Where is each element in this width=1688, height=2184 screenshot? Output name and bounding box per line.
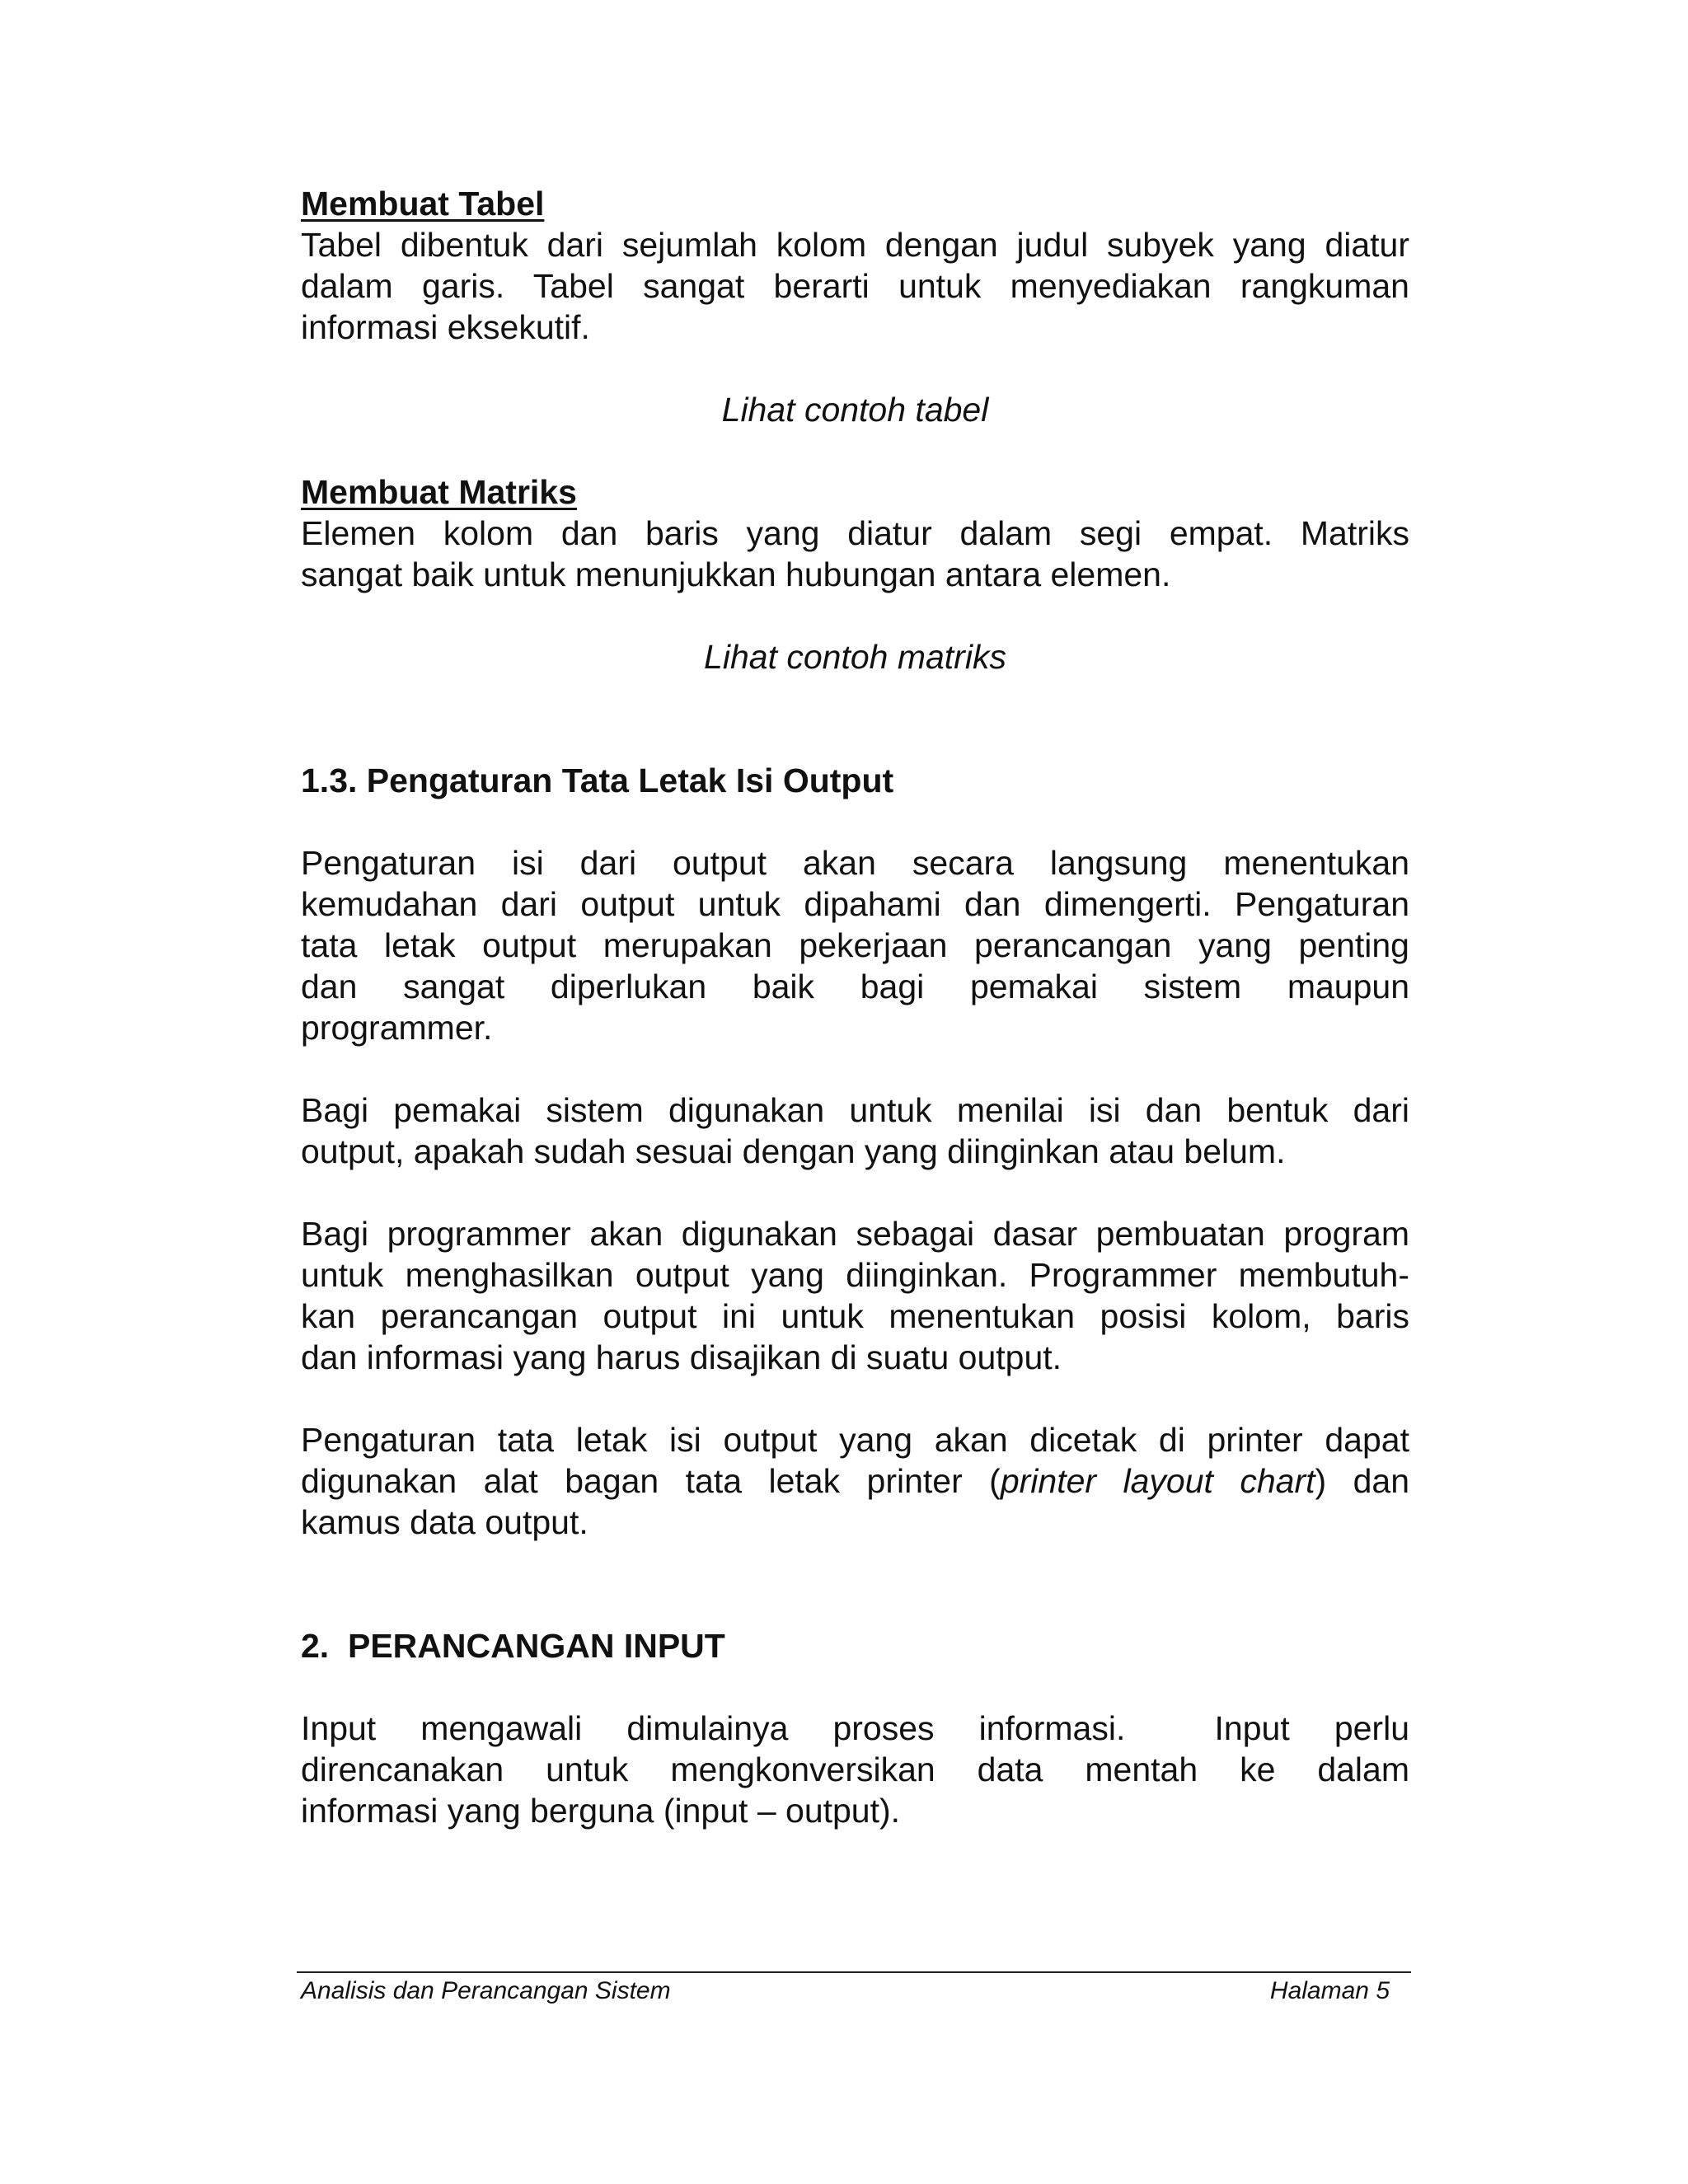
- heading-membuat-matriks: Membuat Matriks: [301, 473, 577, 511]
- text-line: untuk menghasilkan output yang diinginkan. Programmer membutuh-: [301, 1256, 1409, 1294]
- text-line: dalam garis. Tabel sangat berarti untuk menyediakan rangkuman: [301, 267, 1409, 305]
- paragraph-tata-letak-1: [301, 842, 1409, 1048]
- heading-section-2: 2. PERANCANGAN INPUT: [301, 1627, 725, 1665]
- text-line: Input mengawali dimulainya proses informasi. Input perlu: [301, 1709, 1409, 1747]
- footer-divider: [297, 1971, 1411, 1973]
- italic-term: printer layout chart: [1000, 1462, 1315, 1500]
- text-line: kan perancangan output ini untuk menentukan posisi kolom, baris: [301, 1297, 1409, 1335]
- heading-section-1-3: 1.3. Pengaturan Tata Letak Isi Output: [301, 762, 894, 799]
- paragraph-input: [301, 1708, 1409, 1831]
- text-run: ) dan: [1315, 1462, 1409, 1500]
- heading-membuat-tabel: Membuat Tabel: [301, 185, 545, 223]
- example-reference-tabel: Lihat contoh tabel: [721, 391, 989, 429]
- text-line: Pengaturan isi dari output akan secara langsung menentukan: [301, 844, 1409, 882]
- text-line: kemudahan dari output untuk dipahami dan dimengerti. Pengaturan: [301, 885, 1409, 923]
- paragraph-tabel: [301, 224, 1409, 348]
- text-line: output, apakah sudah sesuai dengan yang diinginkan atau belum.: [301, 1132, 1286, 1170]
- paragraph-tata-letak-4: [301, 1419, 1409, 1543]
- text-line: dan informasi yang harus disajikan di suatu output.: [301, 1338, 1062, 1376]
- example-reference-matriks: Lihat contoh matriks: [704, 638, 1006, 676]
- text-line: kamus data output.: [301, 1503, 588, 1541]
- text-line: dan sangat diperlukan baik bagi pemakai sistem maupun: [301, 968, 1409, 1005]
- text-line-with-italic: [301, 1460, 1409, 1502]
- text-line: informasi yang berguna (input – output).: [301, 1792, 901, 1830]
- text-line: Tabel dibentuk dari sejumlah kolom dengan judul subyek yang diatur: [301, 226, 1409, 264]
- paragraph-matriks: [301, 513, 1409, 595]
- text-line: Bagi pemakai sistem digunakan untuk menilai isi dan bentuk dari: [301, 1091, 1409, 1129]
- text-line: programmer.: [301, 1009, 493, 1047]
- text-line: Elemen kolom dan baris yang diatur dalam segi empat. Matriks: [301, 514, 1409, 552]
- text-line: informasi eksekutif.: [301, 308, 590, 346]
- footer-page-number: Halaman 5: [1269, 1977, 1390, 2004]
- footer-document-title: Analisis dan Perancangan Sistem: [301, 1977, 671, 2004]
- text-line: direncanakan untuk mengkonversikan data mentah ke dalam: [301, 1750, 1409, 1788]
- text-line: Pengaturan tata letak isi output yang akan dicetak di printer dapat: [301, 1421, 1409, 1459]
- paragraph-tata-letak-3: [301, 1213, 1409, 1378]
- text-run: digunakan alat bagan tata letak printer (: [301, 1462, 1001, 1500]
- text-line: sangat baik untuk menunjukkan hubungan antara elemen.: [301, 555, 1171, 593]
- text-line: Bagi programmer akan digunakan sebagai dasar pembuatan program: [301, 1215, 1409, 1253]
- paragraph-tata-letak-2: [301, 1090, 1409, 1172]
- text-line: tata letak output merupakan pekerjaan perancangan yang penting: [301, 926, 1409, 964]
